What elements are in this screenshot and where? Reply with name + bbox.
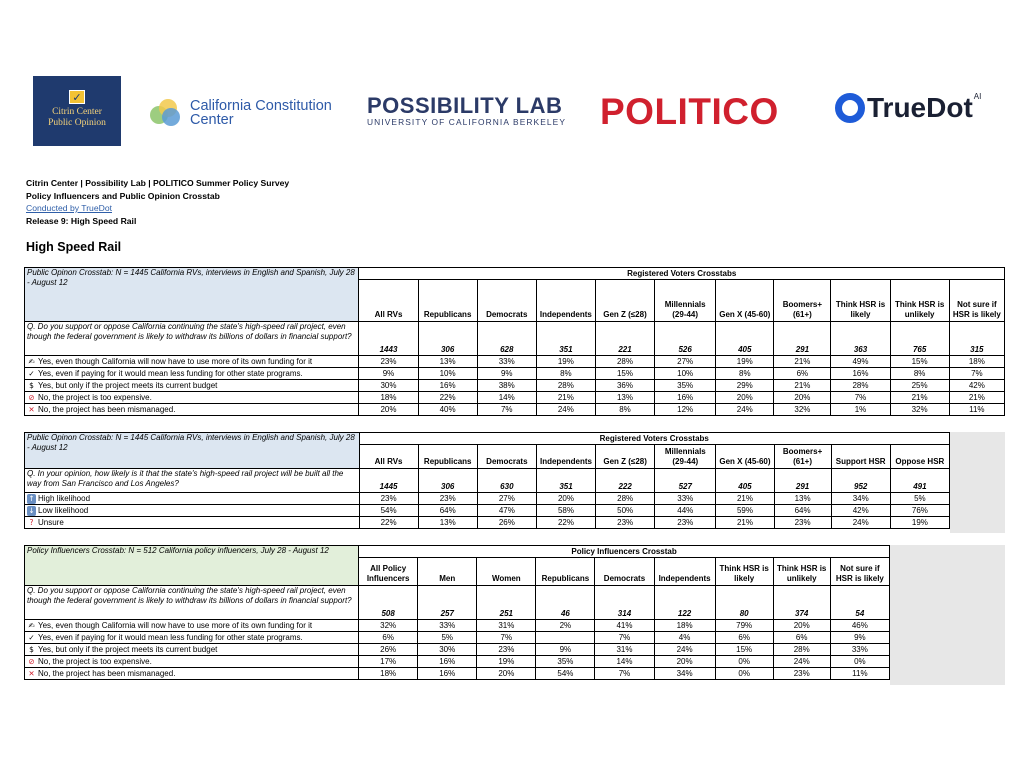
table-row — [25, 356, 1005, 368]
value-cell: 10% — [655, 368, 716, 380]
column-header: Gen X (45-60) — [716, 445, 774, 469]
column-header: Think HSR is likely — [715, 558, 773, 586]
table3-group-title: Policy Influencers Crosstab — [359, 546, 890, 558]
ccc-logo-line2: Center — [190, 112, 234, 128]
value-cell: 36% — [595, 380, 654, 392]
column-header: Gen X (45-60) — [716, 280, 774, 322]
row-label — [25, 505, 360, 517]
column-header: All RVs — [359, 280, 418, 322]
column-header: Democrats — [477, 280, 536, 322]
sample-size-cell: 122 — [654, 586, 715, 620]
sample-size-cell: 314 — [595, 586, 654, 620]
value-cell: 6% — [773, 632, 830, 644]
value-cell: 7% — [949, 368, 1004, 380]
value-cell: 16% — [418, 656, 477, 668]
value-cell: 21% — [774, 356, 831, 368]
column-header: All RVs — [359, 445, 418, 469]
value-cell: 33% — [655, 493, 716, 505]
sample-size-cell: 222 — [596, 469, 655, 493]
value-cell: 27% — [477, 493, 536, 505]
value-cell: 16% — [655, 392, 716, 404]
column-header: Millennials (29-44) — [655, 280, 716, 322]
column-header: Think HSR is likely — [831, 280, 890, 322]
row-label — [25, 517, 360, 529]
row-label — [25, 493, 360, 505]
sample-size-cell: 46 — [536, 586, 595, 620]
value-cell: 22% — [418, 392, 477, 404]
value-cell: 34% — [654, 668, 715, 680]
table-row — [25, 620, 890, 632]
sample-size-cell: 765 — [890, 322, 949, 356]
row-label-text: Low likelihood — [38, 505, 89, 515]
value-cell: 5% — [890, 493, 949, 505]
value-cell: 16% — [418, 380, 477, 392]
value-cell: 28% — [536, 380, 595, 392]
value-cell: 11% — [949, 404, 1004, 416]
response-icon: $ — [29, 380, 34, 390]
value-cell: 22% — [359, 517, 418, 529]
value-cell: 8% — [595, 404, 654, 416]
circles-icon — [150, 98, 184, 128]
row-label-text: Yes, even if paying for it would mean less funding for other state programs. — [38, 632, 303, 642]
value-cell: 21% — [890, 392, 949, 404]
citrin-center-logo — [33, 76, 121, 146]
column-header: Oppose HSR — [890, 445, 949, 469]
row-label-text: No, the project is too expensive. — [38, 656, 152, 666]
response-icon: ✍ — [28, 356, 35, 366]
value-cell: 15% — [595, 368, 654, 380]
value-cell: 7% — [831, 392, 890, 404]
value-cell: 0% — [715, 656, 773, 668]
column-header: Women — [477, 558, 536, 586]
sample-size-cell: 405 — [716, 322, 774, 356]
value-cell: 76% — [890, 505, 949, 517]
possibility-lab-title: POSSIBILITY LAB — [367, 93, 563, 118]
crosstab-table-3 — [24, 545, 890, 680]
value-cell: 23% — [477, 644, 536, 656]
value-cell: 24% — [654, 644, 715, 656]
truedot-logo — [835, 92, 981, 124]
value-cell: 13% — [774, 493, 831, 505]
value-cell: 18% — [359, 668, 418, 680]
column-header: Republicans — [418, 445, 477, 469]
value-cell: 54% — [359, 505, 418, 517]
column-header: Support HSR — [831, 445, 890, 469]
column-header: Millennials (29-44) — [655, 445, 716, 469]
value-cell: 30% — [359, 380, 418, 392]
value-cell: 11% — [830, 668, 889, 680]
row-label — [25, 380, 359, 392]
column-header: Independents — [536, 445, 595, 469]
sample-size-cell: 1445 — [359, 469, 418, 493]
sample-size-cell: 630 — [477, 469, 536, 493]
value-cell: 28% — [595, 356, 654, 368]
value-cell: 28% — [773, 644, 830, 656]
value-cell: 19% — [716, 356, 774, 368]
sample-size-cell: 527 — [655, 469, 716, 493]
response-icon: ⊘ — [28, 392, 35, 402]
value-cell: 33% — [830, 644, 889, 656]
value-cell: 9% — [477, 368, 536, 380]
sample-size-cell: 508 — [359, 586, 418, 620]
citrin-logo-line1: Citrin Center — [52, 107, 102, 117]
row-label — [25, 404, 359, 416]
row-label-text: Yes, but only if the project meets its current budget — [38, 380, 218, 390]
row-label-text: Yes, but only if the project meets its current budget — [38, 644, 218, 654]
row-label-text: No, the project is too expensive. — [38, 392, 152, 402]
column-header: Not sure if HSR is likely — [949, 280, 1004, 322]
table-row — [25, 392, 1005, 404]
value-cell: 7% — [477, 404, 536, 416]
value-cell: 28% — [596, 493, 655, 505]
value-cell: 15% — [890, 356, 949, 368]
value-cell: 32% — [774, 404, 831, 416]
value-cell: 59% — [716, 505, 774, 517]
value-cell: 6% — [715, 632, 773, 644]
value-cell — [536, 632, 595, 644]
value-cell: 16% — [831, 368, 890, 380]
value-cell: 26% — [359, 644, 418, 656]
sample-size-cell: 363 — [831, 322, 890, 356]
sample-size-cell: 80 — [715, 586, 773, 620]
table-row — [25, 644, 890, 656]
row-label-text: Unsure — [38, 517, 64, 527]
value-cell: 38% — [477, 380, 536, 392]
column-header: All Policy Influencers — [359, 558, 418, 586]
value-cell: 25% — [890, 380, 949, 392]
column-header: Boomers+ (61+) — [774, 280, 831, 322]
report-header-line1: Citrin Center | Possibility Lab | POLITICO Summer Policy Survey — [26, 178, 290, 188]
response-icon: ✕ — [28, 668, 35, 678]
value-cell: 33% — [418, 620, 477, 632]
column-header: Republicans — [536, 558, 595, 586]
value-cell: 13% — [595, 392, 654, 404]
value-cell: 20% — [477, 668, 536, 680]
value-cell: 20% — [536, 493, 595, 505]
row-label — [25, 620, 359, 632]
sample-size-cell: 374 — [773, 586, 830, 620]
value-cell: 35% — [655, 380, 716, 392]
table2-question: Q. In your opinion, how likely is it that the state's high-speed rail project will be built all the way from San Francisco and Los Angeles? — [25, 469, 360, 493]
table3-question: Q. Do you support or oppose California continuing the state's high-speed rail project, even though the federal government is likely to withdraw its billions of dollars in financial support? — [25, 586, 359, 620]
row-label — [25, 644, 359, 656]
value-cell: 26% — [477, 517, 536, 529]
sample-size-cell: 306 — [418, 469, 477, 493]
value-cell: 13% — [418, 356, 477, 368]
sample-size-cell: 405 — [716, 469, 774, 493]
page-title: High Speed Rail — [26, 240, 122, 254]
value-cell: 15% — [715, 644, 773, 656]
row-label-text: No, the project has been mismanaged. — [38, 668, 176, 678]
conducted-by-link[interactable]: Conducted by TrueDot — [26, 203, 112, 213]
row-label-text: No, the project has been mismanaged. — [38, 404, 176, 414]
report-header — [26, 177, 289, 227]
value-cell: 46% — [830, 620, 889, 632]
value-cell: 33% — [477, 356, 536, 368]
column-header: Gen Z (≤28) — [596, 445, 655, 469]
ccc-logo-line1: California Constitution — [190, 98, 332, 114]
table-row — [25, 493, 950, 505]
table-row — [25, 656, 890, 668]
value-cell: 24% — [773, 656, 830, 668]
value-cell: 29% — [716, 380, 774, 392]
row-label — [25, 356, 359, 368]
row-label-text: Yes, even if paying for it would mean less funding for other state programs. — [38, 368, 303, 378]
value-cell: 47% — [477, 505, 536, 517]
response-icon: ✍ — [28, 620, 35, 630]
table-row — [25, 517, 950, 529]
value-cell: 2% — [536, 620, 595, 632]
value-cell: 21% — [949, 392, 1004, 404]
table1-description: Public Opinon Crosstab: N = 1445 California RVs, interviews in English and Spanish, July 28 - August 12 — [25, 268, 359, 322]
value-cell: 24% — [716, 404, 774, 416]
table-row — [25, 380, 1005, 392]
table-row — [25, 368, 1005, 380]
value-cell: 40% — [418, 404, 477, 416]
value-cell: 23% — [773, 668, 830, 680]
value-cell: 18% — [359, 392, 418, 404]
value-cell: 8% — [890, 368, 949, 380]
value-cell: 23% — [655, 517, 716, 529]
column-header: Not sure if HSR is likely — [830, 558, 889, 586]
value-cell: 10% — [418, 368, 477, 380]
row-label-text: High likelihood — [38, 493, 91, 503]
value-cell: 42% — [831, 505, 890, 517]
table3-description: Policy Influencers Crosstab: N = 512 California policy influencers, July 28 - August 12 — [25, 546, 359, 586]
value-cell: 30% — [418, 644, 477, 656]
response-icon: $ — [29, 644, 34, 654]
value-cell: 50% — [596, 505, 655, 517]
checkbox-icon: ✓ — [69, 90, 85, 104]
sample-size-cell: 221 — [595, 322, 654, 356]
value-cell: 42% — [949, 380, 1004, 392]
crosstab-table-1 — [24, 267, 1005, 416]
value-cell: 20% — [654, 656, 715, 668]
table-row — [25, 404, 1005, 416]
value-cell: 6% — [359, 632, 418, 644]
value-cell: 44% — [655, 505, 716, 517]
column-header: Think HSR is unlikely — [773, 558, 830, 586]
value-cell: 13% — [418, 517, 477, 529]
value-cell: 18% — [949, 356, 1004, 368]
value-cell: 21% — [536, 392, 595, 404]
sample-size-cell: 54 — [830, 586, 889, 620]
sample-size-cell: 351 — [536, 469, 595, 493]
value-cell: 0% — [830, 656, 889, 668]
value-cell: 0% — [715, 668, 773, 680]
value-cell: 49% — [831, 356, 890, 368]
value-cell: 19% — [477, 656, 536, 668]
table1-question: Q. Do you support or oppose California continuing the state's high-speed rail project, even though the federal government is likely to withdraw its billions of dollars in financial support? — [25, 322, 359, 356]
value-cell: 31% — [595, 644, 654, 656]
column-header: Republicans — [418, 280, 477, 322]
value-cell: 21% — [716, 493, 774, 505]
value-cell: 32% — [359, 620, 418, 632]
value-cell: 16% — [418, 668, 477, 680]
value-cell: 64% — [774, 505, 831, 517]
column-header: Independents — [654, 558, 715, 586]
value-cell: 23% — [774, 517, 831, 529]
value-cell: 20% — [773, 620, 830, 632]
column-header: Independents — [536, 280, 595, 322]
gray-filler — [950, 432, 1005, 533]
report-header-line2: Policy Influencers and Public Opinion Crosstab — [26, 190, 220, 201]
politico-logo: POLITICO — [600, 91, 779, 132]
value-cell: 21% — [716, 517, 774, 529]
sample-size-cell: 491 — [890, 469, 949, 493]
column-header: Men — [418, 558, 477, 586]
sample-size-cell: 251 — [477, 586, 536, 620]
sample-size-cell: 291 — [774, 322, 831, 356]
response-icon: ✓ — [28, 368, 35, 378]
value-cell: 19% — [536, 356, 595, 368]
value-cell: 58% — [536, 505, 595, 517]
sample-size-cell: 257 — [418, 586, 477, 620]
value-cell: 28% — [831, 380, 890, 392]
value-cell: 14% — [477, 392, 536, 404]
row-label-text: Yes, even though California will now have to use more of its own funding for it — [38, 620, 313, 630]
value-cell: 24% — [536, 404, 595, 416]
column-header: Gen Z (≤28) — [595, 280, 654, 322]
row-label — [25, 656, 359, 668]
value-cell: 23% — [359, 356, 418, 368]
possibility-lab-logo — [367, 95, 566, 127]
sample-size-cell: 952 — [831, 469, 890, 493]
report-header-line4: Release 9: High Speed Rail — [26, 215, 137, 226]
gray-filler — [890, 545, 1005, 685]
value-cell: 9% — [536, 644, 595, 656]
sample-size-cell: 315 — [949, 322, 1004, 356]
value-cell: 18% — [654, 620, 715, 632]
sample-size-cell: 628 — [477, 322, 536, 356]
table2-description: Public Opinon Crosstab: N = 1445 California RVs, interviews in English and Spanish, July 28 - August 12 — [25, 433, 360, 469]
value-cell: 14% — [595, 656, 654, 668]
row-label — [25, 632, 359, 644]
value-cell: 23% — [596, 517, 655, 529]
sample-size-cell: 351 — [536, 322, 595, 356]
value-cell: 19% — [890, 517, 949, 529]
value-cell: 7% — [595, 668, 654, 680]
crosstab-table-2 — [24, 432, 950, 529]
value-cell: 4% — [654, 632, 715, 644]
table1-group-title: Registered Voters Crosstabs — [359, 268, 1005, 280]
value-cell: 21% — [774, 380, 831, 392]
value-cell: 34% — [831, 493, 890, 505]
sample-size-cell: 1443 — [359, 322, 418, 356]
sample-size-cell: 291 — [774, 469, 831, 493]
column-header: Boomers+ (61+) — [774, 445, 831, 469]
california-constitution-center-logo — [150, 96, 332, 130]
response-icon: ⊘ — [28, 656, 35, 666]
row-label-text: Yes, even though California will now have to use more of its own funding for it — [38, 356, 313, 366]
response-icon: ✓ — [28, 632, 35, 642]
truedot-sup: AI — [973, 92, 982, 101]
citrin-logo-line2: Public Opinion — [48, 118, 106, 128]
column-header: Democrats — [477, 445, 536, 469]
row-label — [25, 668, 359, 680]
response-icon: ✕ — [28, 404, 35, 414]
value-cell: 23% — [418, 493, 477, 505]
response-icon: ↑ — [28, 493, 35, 503]
response-icon: ↓ — [28, 505, 35, 515]
row-label — [25, 392, 359, 404]
value-cell: 8% — [536, 368, 595, 380]
column-header: Democrats — [595, 558, 654, 586]
value-cell: 41% — [595, 620, 654, 632]
value-cell: 9% — [359, 368, 418, 380]
value-cell: 20% — [774, 392, 831, 404]
value-cell: 22% — [536, 517, 595, 529]
value-cell: 27% — [655, 356, 716, 368]
truedot-text: TrueDot — [867, 92, 973, 123]
truedot-circle-icon — [835, 93, 865, 123]
table2-group-title: Registered Voters Crosstabs — [359, 433, 950, 445]
value-cell: 32% — [890, 404, 949, 416]
value-cell: 20% — [716, 392, 774, 404]
value-cell: 20% — [359, 404, 418, 416]
value-cell: 5% — [418, 632, 477, 644]
value-cell: 64% — [418, 505, 477, 517]
possibility-lab-subtitle: UNIVERSITY OF CALIFORNIA BERKELEY — [367, 117, 567, 127]
value-cell: 1% — [831, 404, 890, 416]
value-cell: 35% — [536, 656, 595, 668]
sample-size-cell: 306 — [418, 322, 477, 356]
row-label — [25, 368, 359, 380]
value-cell: 12% — [655, 404, 716, 416]
value-cell: 17% — [359, 656, 418, 668]
value-cell: 7% — [477, 632, 536, 644]
response-icon: ? — [29, 517, 34, 527]
sample-size-cell: 526 — [655, 322, 716, 356]
table-row — [25, 668, 890, 680]
value-cell: 31% — [477, 620, 536, 632]
value-cell: 7% — [595, 632, 654, 644]
value-cell: 24% — [831, 517, 890, 529]
table-row — [25, 632, 890, 644]
value-cell: 6% — [774, 368, 831, 380]
column-header: Think HSR is unlikely — [890, 280, 949, 322]
value-cell: 79% — [715, 620, 773, 632]
table-row — [25, 505, 950, 517]
value-cell: 9% — [830, 632, 889, 644]
value-cell: 8% — [716, 368, 774, 380]
value-cell: 54% — [536, 668, 595, 680]
value-cell: 23% — [359, 493, 418, 505]
